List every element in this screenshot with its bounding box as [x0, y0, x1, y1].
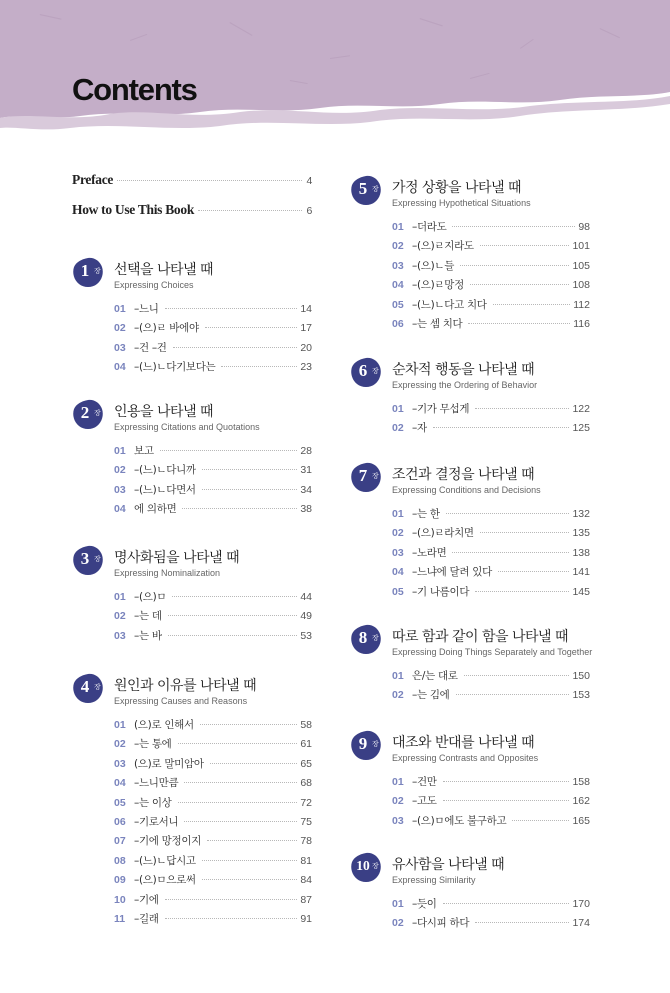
page-number: 170: [572, 898, 590, 910]
entry-number: 01: [392, 898, 404, 910]
dot-leader: [480, 532, 570, 533]
page-number: 165: [572, 814, 590, 827]
page-number: 138: [572, 546, 590, 559]
dot-leader: [168, 615, 298, 616]
entry-number: 11: [114, 912, 126, 925]
entry-number: 01: [392, 670, 404, 682]
chapter-suffix: 장: [94, 267, 101, 275]
page-number: 91: [300, 912, 312, 925]
toc-entry[interactable]: [114, 853, 312, 872]
page-number: 162: [572, 795, 590, 808]
toc-entry[interactable]: [392, 219, 590, 238]
toc-entry[interactable]: [114, 872, 312, 891]
dot-leader: [210, 763, 298, 764]
chapter-badge: [72, 672, 104, 704]
entry-number: 03: [114, 483, 126, 496]
entry-number: 10: [114, 893, 126, 906]
entry-text: –기에 망정이지: [134, 835, 202, 848]
entry-number: 04: [114, 503, 126, 516]
entry-text: –길래: [134, 912, 159, 925]
toc-entry[interactable]: [114, 892, 312, 911]
entry-number: 06: [114, 815, 126, 828]
chapter-suffix: 장: [94, 555, 101, 563]
header-banner: [0, 0, 670, 140]
dot-leader: [172, 596, 297, 597]
entry-number: 02: [392, 689, 404, 702]
entry-number: 02: [114, 322, 126, 335]
entry-text: 에 의하면: [134, 503, 177, 516]
chapter-subtitle: Expressing Doing Things Separately and Together: [392, 647, 593, 657]
entry-text: –(으)ㄹ라치면: [412, 527, 474, 540]
toc-entry[interactable]: [392, 793, 590, 812]
chapter-subtitle: Expressing Similarity: [392, 875, 476, 885]
page-number: 158: [572, 776, 590, 788]
entry-text: –(느)ㄴ다니까: [134, 464, 196, 477]
chapter-entry-list: [392, 774, 590, 832]
dot-leader: [198, 210, 302, 211]
dot-leader: [452, 552, 569, 553]
dot-leader: [202, 860, 298, 861]
page-number: 75: [300, 815, 312, 828]
entry-number: 01: [392, 221, 404, 233]
entry-text: –(으)ㄹ 바에야: [134, 322, 199, 335]
page-number: 6: [306, 205, 312, 217]
entry-text: 은/는 대로: [412, 670, 458, 682]
chapter-entry-list: [114, 717, 312, 930]
entry-text: –건만: [412, 776, 437, 788]
entry-text: 보고: [134, 445, 154, 457]
page-number: 141: [572, 566, 590, 579]
toc-entry[interactable]: [392, 564, 590, 583]
chapter-number: 3: [80, 549, 90, 568]
page-number: 98: [578, 221, 590, 233]
chapter-subtitle: Expressing Choices: [114, 280, 194, 290]
dot-leader: [475, 591, 569, 592]
chapter-number: 5: [358, 179, 368, 198]
dot-leader: [205, 327, 298, 328]
chapter-entry-list: [392, 401, 590, 440]
front-matter-entry[interactable]: [72, 202, 312, 218]
entry-number: 02: [114, 738, 126, 751]
dot-leader: [182, 508, 297, 509]
page-number: 132: [572, 508, 590, 520]
entry-number: 05: [114, 796, 126, 809]
dot-leader: [456, 694, 570, 695]
entry-text: –기로서니: [134, 815, 179, 828]
toc-entry[interactable]: [114, 359, 312, 378]
toc-entry[interactable]: [392, 277, 590, 296]
toc-entry[interactable]: [392, 420, 590, 439]
page-number: 122: [572, 403, 590, 415]
chapter-badge: [350, 851, 382, 883]
chapter-entry-list: [114, 301, 312, 379]
toc-entry[interactable]: [392, 258, 590, 277]
toc-entry[interactable]: [114, 717, 312, 736]
dot-leader: [178, 802, 298, 803]
chapter-suffix: 장: [94, 683, 101, 691]
entry-text: –(으)ㅁ에도 불구하고: [412, 814, 507, 827]
page-number: 68: [300, 777, 312, 790]
page-number: 44: [300, 591, 312, 603]
entry-text: –고도: [412, 795, 437, 808]
toc-entry[interactable]: [392, 774, 590, 793]
page-number: 135: [572, 527, 590, 540]
entry-number: 03: [392, 546, 404, 559]
chapter-title[interactable]: 명사화됨을 나타낼 때: [114, 550, 240, 566]
entry-number: 04: [392, 279, 404, 292]
chapter-subtitle: Expressing the Ordering of Behavior: [392, 380, 538, 390]
chapter-suffix: 장: [372, 740, 379, 748]
dot-leader: [202, 879, 298, 880]
dot-leader: [475, 922, 569, 923]
chapter-subtitle: Expressing Citations and Quotations: [114, 422, 260, 432]
dot-leader: [475, 408, 569, 409]
chapter-entry-list: [392, 896, 590, 935]
toc-entry[interactable]: [114, 775, 312, 794]
front-matter-entry[interactable]: [72, 172, 312, 188]
toc-entry[interactable]: [114, 482, 312, 501]
entry-text: –(느)ㄴ답시고: [134, 854, 196, 867]
dot-leader: [512, 820, 569, 821]
toc-entry[interactable]: [392, 506, 590, 525]
toc-entry[interactable]: [114, 628, 312, 647]
entry-number: 03: [114, 629, 126, 642]
dot-leader: [452, 226, 575, 227]
dot-leader: [184, 782, 297, 783]
page-number: 17: [300, 322, 312, 335]
entry-number: 02: [392, 795, 404, 808]
toc-entry[interactable]: [114, 443, 312, 462]
entry-number: 02: [392, 240, 404, 253]
entry-number: 03: [392, 814, 404, 827]
dot-leader: [202, 489, 298, 490]
entry-text: –더라도: [412, 221, 447, 233]
page-number: 53: [300, 629, 312, 642]
chapter-subtitle: Expressing Causes and Reasons: [114, 696, 248, 706]
chapter-number: 7: [358, 466, 368, 485]
toc-entry[interactable]: [392, 813, 590, 832]
chapter-title[interactable]: 따로 함과 같이 함을 나타낼 때: [392, 629, 569, 645]
entry-number: 03: [114, 341, 126, 354]
page-number: 14: [300, 303, 312, 315]
chapter-suffix: 장: [372, 185, 379, 193]
chapter-number: 2: [80, 403, 90, 422]
entry-text: –건 –건: [134, 341, 167, 354]
entry-text: –는 김에: [412, 689, 450, 702]
entry-number: 04: [392, 566, 404, 579]
toc-entry[interactable]: [114, 589, 312, 608]
chapter-number: 6: [358, 361, 368, 380]
toc-entry[interactable]: [114, 833, 312, 852]
entry-text: –(으)ㄹ지라도: [412, 240, 474, 253]
entry-number: 01: [114, 303, 126, 315]
page-number: 84: [300, 874, 312, 887]
dot-leader: [468, 323, 570, 324]
entry-text: –는 바: [134, 629, 162, 642]
entry-number: 02: [392, 917, 404, 930]
dot-leader: [460, 265, 569, 266]
chapter-badge: [350, 729, 382, 761]
entry-text: –(으)ㅁ으로써: [134, 874, 196, 887]
toc-entry[interactable]: [114, 320, 312, 339]
chapter-number: 9: [358, 734, 368, 753]
page-number: 23: [300, 361, 312, 374]
entry-text: –기에: [134, 893, 159, 906]
chapter-title[interactable]: 인용을 나타낼 때: [114, 404, 214, 420]
entry-number: 01: [114, 719, 126, 731]
chapter-title[interactable]: 유사함을 나타낼 때: [392, 857, 505, 873]
toc-entry[interactable]: [114, 756, 312, 775]
entry-text: –노라면: [412, 546, 447, 559]
dot-leader: [173, 347, 298, 348]
chapter-badge: [72, 544, 104, 576]
chapter-number: 8: [358, 628, 368, 647]
entry-text: (으)로 말미암아: [134, 757, 204, 770]
chapter-title[interactable]: 대조와 반대를 나타낼 때: [392, 735, 535, 751]
entry-label: Preface: [72, 172, 114, 187]
dot-leader: [443, 781, 570, 782]
entry-number: 07: [114, 835, 126, 848]
dot-leader: [202, 469, 298, 470]
entry-text: –느니: [134, 303, 159, 315]
chapter-title[interactable]: 조건과 결정을 나타낼 때: [392, 467, 535, 483]
toc-entry[interactable]: [114, 462, 312, 481]
dot-leader: [184, 821, 297, 822]
entry-number: 02: [114, 610, 126, 623]
entry-text: –느니만큼: [134, 777, 179, 790]
entry-number: 01: [114, 445, 126, 457]
entry-number: 03: [114, 757, 126, 770]
dot-leader: [160, 450, 298, 451]
entry-number: 05: [392, 298, 404, 311]
chapter-badge: [72, 256, 104, 288]
dot-leader: [433, 427, 570, 428]
entry-number: 01: [392, 776, 404, 788]
entry-text: –느냐에 달려 있다: [412, 566, 492, 579]
toc-entry[interactable]: [114, 911, 312, 930]
page-number: 174: [572, 917, 590, 930]
toc-entry[interactable]: [114, 301, 312, 320]
entry-number: 06: [392, 317, 404, 330]
page-number: 87: [300, 893, 312, 906]
chapter-badge: [350, 461, 382, 493]
chapter-title[interactable]: 선택을 나타낼 때: [114, 262, 214, 278]
chapter-title[interactable]: 순차적 행동을 나타낼 때: [392, 362, 535, 378]
toc-entry[interactable]: [392, 297, 590, 316]
entry-number: 01: [392, 403, 404, 415]
entry-text: –기가 무섭게: [412, 403, 470, 415]
entry-number: 01: [114, 591, 126, 603]
dot-leader: [464, 675, 570, 676]
entry-text: –는 통에: [134, 738, 172, 751]
dot-leader: [165, 308, 298, 309]
page-number: 65: [300, 757, 312, 770]
chapter-suffix: 장: [372, 472, 379, 480]
toc-entry[interactable]: [392, 668, 590, 687]
page-number: 34: [300, 483, 312, 496]
dot-leader: [446, 513, 570, 514]
chapter-suffix: 장: [372, 862, 379, 870]
chapter-subtitle: Expressing Contrasts and Opposites: [392, 753, 539, 763]
page-number: 38: [300, 503, 312, 516]
page-number: 49: [300, 610, 312, 623]
dot-leader: [443, 800, 570, 801]
toc-entry[interactable]: [114, 736, 312, 755]
toc-entry[interactable]: [392, 545, 590, 564]
dot-leader: [470, 284, 570, 285]
entry-text: –듯이: [412, 898, 437, 910]
page-number: 58: [300, 719, 312, 731]
chapter-title[interactable]: 가정 상황을 나타낼 때: [392, 180, 522, 196]
page-title: Contents: [72, 72, 197, 107]
entry-text: –는 데: [134, 610, 162, 623]
entry-text: –기 나름이다: [412, 585, 470, 598]
chapter-subtitle: Expressing Conditions and Decisions: [392, 485, 541, 495]
entry-text: –는 셈 치다: [412, 317, 463, 330]
entry-number: 08: [114, 854, 126, 867]
chapter-entry-list: [114, 443, 312, 521]
entry-number: 05: [392, 585, 404, 598]
entry-text: –(느)ㄴ다면서: [134, 483, 196, 496]
toc-entry[interactable]: [114, 501, 312, 520]
page-number: 61: [300, 738, 312, 751]
toc-entry[interactable]: [392, 316, 590, 335]
page-number: 153: [572, 689, 590, 702]
page-number: 125: [572, 422, 590, 435]
dot-leader: [493, 304, 571, 305]
toc-entry[interactable]: [114, 608, 312, 627]
dot-leader: [207, 840, 297, 841]
dot-leader: [443, 903, 570, 904]
page-number: 101: [572, 240, 590, 253]
dot-leader: [200, 724, 297, 725]
dot-leader: [117, 180, 302, 181]
chapter-number: 10: [356, 858, 370, 873]
entry-text: –자: [412, 422, 427, 435]
page-number: 78: [300, 835, 312, 848]
entry-number: 02: [392, 422, 404, 435]
entry-text: –(느)ㄴ다기보다는: [134, 361, 216, 374]
entry-text: –(느)ㄴ다고 치다: [412, 298, 487, 311]
chapter-number: 1: [80, 261, 90, 280]
page-number: 116: [573, 317, 590, 330]
chapter-suffix: 장: [372, 634, 379, 642]
dot-leader: [178, 743, 298, 744]
entry-text: –다시피 하다: [412, 917, 470, 930]
page-number: 31: [300, 464, 312, 477]
dot-leader: [165, 899, 298, 900]
toc-entry[interactable]: [392, 896, 590, 915]
entry-number: 03: [392, 259, 404, 272]
page-number: 150: [572, 670, 590, 682]
chapter-badge: [72, 398, 104, 430]
dot-leader: [168, 635, 298, 636]
page-number: 145: [572, 585, 590, 598]
chapter-entry-list: [392, 668, 590, 707]
entry-number: 09: [114, 874, 126, 887]
chapter-suffix: 장: [372, 367, 379, 375]
toc-entry[interactable]: [392, 687, 590, 706]
page-number: 81: [300, 854, 312, 867]
dot-leader: [221, 366, 297, 367]
entry-text: –는 한: [412, 508, 440, 520]
entry-text: (으)로 인해서: [134, 719, 194, 731]
entry-number: 02: [114, 464, 126, 477]
entry-text: –는 이상: [134, 796, 172, 809]
page-number: 20: [300, 341, 312, 354]
entry-number: 01: [392, 508, 404, 520]
toc-entry[interactable]: [114, 795, 312, 814]
chapter-suffix: 장: [94, 409, 101, 417]
toc-entry[interactable]: [392, 584, 590, 603]
entry-label: How to Use This Book: [72, 202, 195, 217]
page-number: 108: [572, 279, 590, 292]
chapter-badge: [350, 356, 382, 388]
toc-entry[interactable]: [392, 401, 590, 420]
toc-entry[interactable]: [392, 525, 590, 544]
entry-number: 04: [114, 361, 126, 374]
chapter-number: 4: [80, 677, 90, 696]
toc-entry[interactable]: [392, 915, 590, 934]
page-number: 72: [300, 796, 312, 809]
entry-text: –(으)ㅁ: [134, 591, 167, 603]
chapter-entry-list: [114, 589, 312, 647]
toc-entry[interactable]: [114, 340, 312, 359]
page-number: 105: [572, 259, 590, 272]
dot-leader: [498, 571, 570, 572]
chapter-title[interactable]: 원인과 이유를 나타낼 때: [114, 678, 257, 694]
dot-leader: [165, 918, 298, 919]
entry-number: 04: [114, 777, 126, 790]
entry-text: –(으)ㄴ들: [412, 259, 455, 272]
chapter-badge: [350, 174, 382, 206]
chapter-subtitle: Expressing Hypothetical Situations: [392, 198, 531, 208]
chapter-entry-list: [392, 219, 590, 335]
chapter-entry-list: [392, 506, 590, 603]
dot-leader: [480, 245, 570, 246]
entry-text: –(으)ㄹ망정: [412, 279, 464, 292]
chapter-subtitle: Expressing Nominalization: [114, 568, 221, 578]
page-number: 112: [573, 298, 590, 311]
page-number: 4: [306, 175, 312, 187]
toc-entry[interactable]: [392, 238, 590, 257]
entry-number: 02: [392, 527, 404, 540]
toc-entry[interactable]: [114, 814, 312, 833]
chapter-badge: [350, 623, 382, 655]
page-number: 28: [300, 445, 312, 457]
